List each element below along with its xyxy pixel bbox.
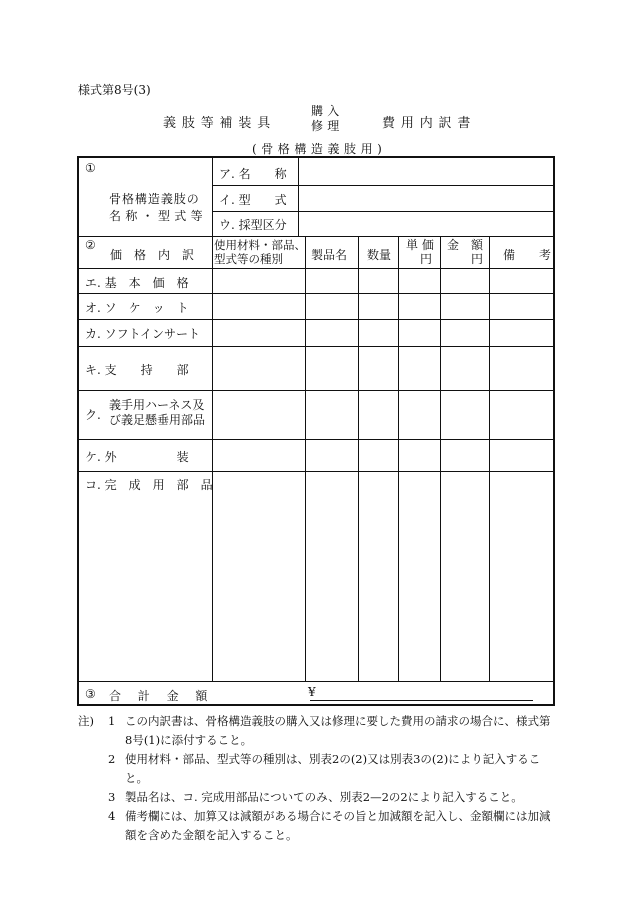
- harness-row-label-line2: び義足懸垂用部品: [109, 413, 206, 427]
- exterior-row-label: ケ. 外 装: [85, 450, 189, 464]
- section1-row-divider: [212, 185, 553, 186]
- row-divider: [79, 319, 553, 320]
- title-repair: 修理: [311, 119, 344, 133]
- price-breakdown-header: 価 格 内 訳: [110, 248, 195, 262]
- section3-number: ③: [85, 687, 96, 701]
- cost-breakdown-table: [77, 156, 555, 706]
- harness-row-prefix: ク.: [85, 408, 101, 422]
- material-header-line2: 型式等の種別: [214, 252, 283, 266]
- basic-price-row-label: エ. 基 本 価 格: [85, 276, 189, 290]
- note-2: [78, 750, 556, 788]
- unit-price-header-line2: 円: [419, 252, 432, 266]
- total-divider: [79, 681, 553, 682]
- col-divider: [212, 236, 213, 681]
- col-divider: [305, 236, 306, 681]
- material-header: [214, 238, 306, 266]
- unit-price-header-line1: 単 価: [406, 238, 434, 252]
- support-row-label: キ. 支 持 部: [85, 363, 189, 377]
- name-field-label: ア. 名 称: [219, 167, 287, 181]
- remarks-header: 備 考: [503, 248, 552, 262]
- col-divider: [398, 236, 399, 681]
- note-1: [78, 712, 556, 750]
- amount-header-line1: 金 額: [447, 238, 484, 252]
- note-number: 3: [108, 790, 116, 804]
- note-text: 備考欄には、加算又は減額がある場合にその旨と加減額を記入し、金額欄には加減額を含めた金額を記入すること。: [125, 809, 551, 842]
- section1-col-divider: [298, 158, 299, 236]
- section-divider: [79, 236, 553, 237]
- note-text: この内訳書は、骨格構造義肢の購入又は修理に要した費用の請求の場合に、様式第8号(1)に添付すること。: [125, 714, 551, 747]
- col-divider: [440, 236, 441, 681]
- note-text: 製品名は、コ. 完成用部品についてのみ、別表2—2の2により記入すること。: [125, 790, 523, 804]
- amount-header: [447, 238, 483, 266]
- total-amount-underline: [310, 700, 533, 701]
- currency-symbol: ¥: [308, 685, 316, 699]
- section1-number: ①: [85, 161, 96, 175]
- col-divider: [489, 236, 490, 681]
- harness-row-label-line1: 義手用ハーネス及: [109, 398, 205, 412]
- section1-row-divider: [212, 211, 553, 212]
- harness-row-label: [109, 398, 205, 428]
- section1-label-line2: 名称・型式等: [109, 209, 207, 223]
- col-divider: [358, 236, 359, 681]
- material-header-line1: 使用材料・部品、: [214, 238, 306, 252]
- section1-col-divider: [212, 158, 213, 236]
- finished-parts-row-label: コ. 完 成 用 部 品: [85, 478, 213, 492]
- subtitle: (骨格構造義肢用): [252, 142, 387, 156]
- section2-number: ②: [85, 238, 96, 252]
- row-divider: [79, 293, 553, 294]
- socket-row-label: オ. ソ ケ ッ ト: [85, 301, 189, 315]
- notes-label: 注): [78, 714, 94, 728]
- product-header: 製品名: [311, 248, 348, 262]
- note-number: 4: [108, 809, 116, 823]
- row-divider: [79, 471, 553, 472]
- note-number: 1: [108, 714, 116, 728]
- row-divider: [79, 346, 553, 347]
- header-divider: [79, 268, 553, 269]
- soft-insert-row-label: カ. ソフトインサート: [85, 327, 201, 341]
- row-divider: [79, 439, 553, 440]
- note-text: 使用材料・部品、型式等の種別は、別表2の(2)又は別表3の(2)により記入すること。: [125, 752, 541, 785]
- fitting-type-field-label: ウ. 採型区分: [219, 218, 287, 232]
- model-field-label: イ. 型 式: [219, 193, 287, 207]
- row-divider: [79, 390, 553, 391]
- amount-header-line2: 円: [470, 252, 483, 266]
- form-number: 様式第8号(3): [78, 83, 151, 97]
- unit-price-header: [406, 238, 432, 266]
- title-purchase: 購入: [311, 104, 344, 118]
- quantity-header: 数量: [367, 248, 392, 262]
- title-left: 義肢等補装具: [163, 116, 277, 131]
- note-4: [78, 807, 556, 845]
- note-number: 2: [108, 752, 116, 766]
- title-right: 費用内訳書: [382, 116, 477, 131]
- total-amount-label: 合 計 金 額: [109, 689, 210, 703]
- note-3: [78, 788, 556, 807]
- notes: [78, 712, 556, 845]
- title-purchase-repair: [311, 104, 343, 134]
- section1-label-line1: 骨格構造義肢の: [109, 192, 200, 206]
